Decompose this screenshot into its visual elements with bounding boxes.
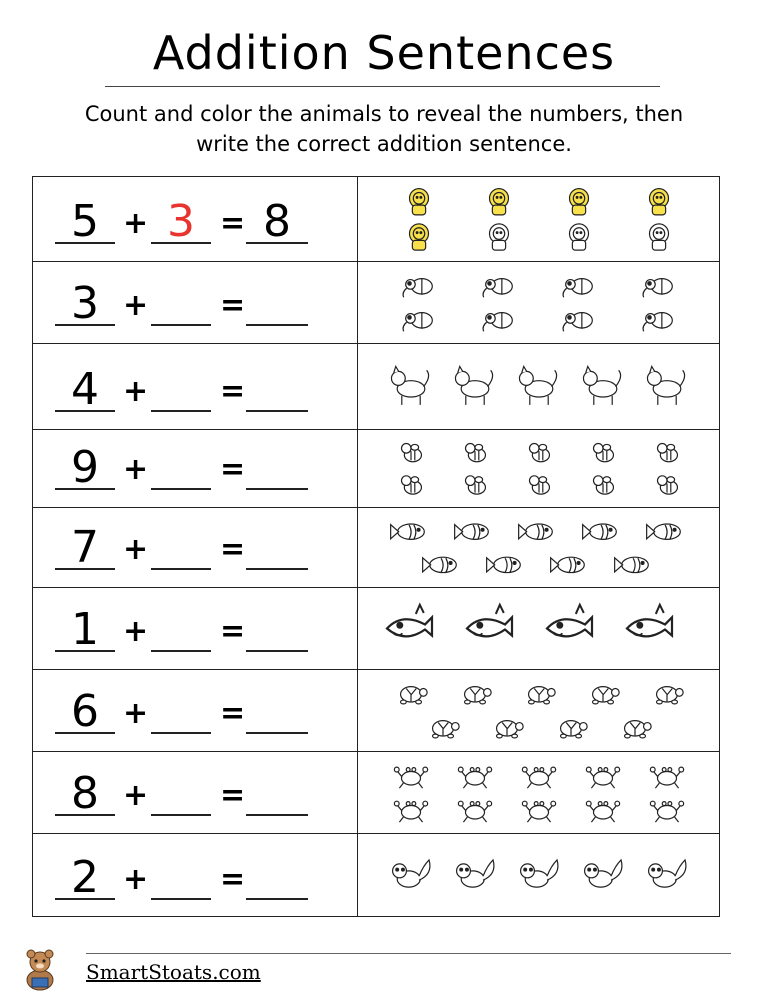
turtle-icon [625, 721, 652, 738]
dog-icon [455, 366, 492, 404]
crab-icon [522, 767, 555, 788]
lion-icon [410, 224, 429, 250]
equals-sign: = [220, 288, 246, 323]
column-divider [357, 588, 358, 669]
title-underline [105, 86, 660, 87]
addition-sentence [33, 344, 357, 429]
beetle-icon [563, 313, 592, 332]
lion-icon [490, 224, 509, 250]
worksheet-row [33, 587, 719, 669]
second-addend-blank[interactable] [151, 448, 211, 490]
first-addend: 8 [55, 774, 115, 816]
lion-icon [650, 224, 669, 250]
worksheet-row [33, 833, 719, 917]
bee-icon [402, 443, 422, 461]
shark-icon [547, 605, 592, 637]
crab-icon [650, 767, 683, 788]
footer-rule [86, 953, 731, 954]
second-addend-blank[interactable] [151, 370, 211, 412]
first-addend: 5 [55, 202, 115, 244]
animal-picture-panel [359, 588, 719, 669]
first-addend: 3 [55, 284, 115, 326]
fish-icon [455, 524, 489, 539]
addition-sentence [33, 752, 357, 833]
addition-sentence [33, 670, 357, 751]
worksheet-row [33, 507, 719, 587]
animal-picture-panel [359, 670, 719, 751]
crab-icon [458, 801, 491, 822]
second-addend-blank[interactable] [151, 692, 211, 734]
worksheet-row [33, 261, 719, 343]
ferret-icon [585, 860, 622, 887]
equals-sign: = [220, 374, 246, 409]
column-divider [357, 508, 358, 587]
sum-blank[interactable] [246, 610, 308, 652]
plus-sign: + [123, 288, 149, 323]
worksheet-row [33, 429, 719, 507]
lion-icon [570, 189, 589, 215]
equals-sign: = [220, 452, 246, 487]
bee-icon [466, 476, 486, 494]
fish-icon [583, 524, 617, 539]
second-addend-blank[interactable] [151, 858, 211, 900]
crab-icon [522, 801, 555, 822]
instructions-line-2: write the correct addition sentence. [196, 132, 572, 156]
addition-sentence [33, 430, 357, 507]
first-addend: 1 [55, 610, 115, 652]
ferret-icon [393, 860, 430, 887]
animal-picture-panel [359, 262, 719, 343]
column-divider [357, 670, 358, 751]
turtle-icon [593, 687, 620, 704]
plus-sign: + [123, 452, 149, 487]
column-divider [357, 177, 358, 261]
turtle-icon [465, 687, 492, 704]
worksheet-row [33, 751, 719, 833]
instructions-line-1: Count and color the animals to reveal the numbers, then [84, 102, 684, 126]
ferret-icon [649, 860, 686, 887]
dog-icon [647, 366, 684, 404]
equals-sign: = [220, 862, 246, 897]
equals-sign: = [220, 532, 246, 567]
animal-picture-panel [359, 508, 719, 587]
animal-picture-panel [359, 834, 719, 917]
bee-icon [466, 443, 486, 461]
column-divider [357, 262, 358, 343]
animal-picture-panel [359, 177, 719, 261]
second-addend-blank[interactable] [151, 610, 211, 652]
column-divider [357, 834, 358, 917]
second-addend-blank[interactable] [151, 774, 211, 816]
plus-sign: + [123, 614, 149, 649]
equals-sign: = [220, 614, 246, 649]
ferret-icon [457, 860, 494, 887]
addition-sentence [33, 834, 357, 917]
animal-picture-panel [359, 752, 719, 833]
shark-icon [387, 605, 432, 637]
dog-icon [519, 366, 556, 404]
column-divider [357, 430, 358, 507]
instructions [30, 99, 738, 159]
fish-icon [519, 524, 553, 539]
sum-blank[interactable] [246, 774, 308, 816]
page-title: Addition Sentences [152, 26, 616, 80]
crab-icon [586, 801, 619, 822]
bee-icon [530, 476, 550, 494]
addition-sentence [33, 588, 357, 669]
plus-sign: + [123, 206, 149, 241]
plus-sign: + [123, 696, 149, 731]
worksheet-row [33, 669, 719, 751]
bee-icon [402, 476, 422, 494]
first-addend: 7 [55, 528, 115, 570]
beetle-icon [643, 279, 672, 298]
column-divider [357, 752, 358, 833]
beetle-icon [403, 279, 432, 298]
equals-sign: = [220, 778, 246, 813]
second-addend-blank[interactable] [151, 284, 211, 326]
crab-icon [394, 801, 427, 822]
sum-blank[interactable] [246, 858, 308, 900]
fish-icon [391, 524, 425, 539]
dog-icon [391, 366, 428, 404]
equals-sign: = [220, 696, 246, 731]
second-addend-blank[interactable] [151, 528, 211, 570]
turtle-icon [433, 721, 460, 738]
sum-blank[interactable]: 8 [246, 202, 308, 244]
addition-sentence [33, 262, 357, 343]
fish-icon [551, 557, 585, 572]
turtle-icon [529, 687, 556, 704]
sum-blank[interactable] [246, 692, 308, 734]
crab-icon [394, 767, 427, 788]
plus-sign: + [123, 374, 149, 409]
first-addend: 2 [55, 858, 115, 900]
crab-icon [586, 767, 619, 788]
bee-icon [658, 443, 678, 461]
worksheet-row [33, 343, 719, 429]
first-addend: 4 [55, 370, 115, 412]
bee-icon [530, 443, 550, 461]
animal-picture-panel [359, 430, 719, 507]
shark-icon [467, 605, 512, 637]
fish-icon [647, 524, 681, 539]
shark-icon [627, 605, 672, 637]
turtle-icon [657, 687, 684, 704]
beetle-icon [483, 313, 512, 332]
sum-blank[interactable] [246, 284, 308, 326]
equals-sign: = [220, 206, 246, 241]
beetle-icon [483, 279, 512, 298]
sum-blank[interactable] [246, 448, 308, 490]
ferret-icon [521, 860, 558, 887]
lion-icon [410, 189, 429, 215]
lion-icon [570, 224, 589, 250]
addition-sentence [33, 177, 357, 261]
lion-icon [490, 189, 509, 215]
worksheet-grid [32, 176, 720, 917]
plus-sign: + [123, 778, 149, 813]
second-addend-blank[interactable]: 3 [151, 202, 211, 244]
turtle-icon [561, 721, 588, 738]
beetle-icon [403, 313, 432, 332]
plus-sign: + [123, 862, 149, 897]
column-divider [357, 344, 358, 429]
beetle-icon [643, 313, 672, 332]
fish-icon [487, 557, 521, 572]
worksheet-row [33, 177, 719, 261]
first-addend: 6 [55, 692, 115, 734]
fish-icon [423, 557, 457, 572]
stoat-mascot-icon [20, 946, 60, 992]
animal-picture-panel [359, 344, 719, 429]
beetle-icon [563, 279, 592, 298]
lion-icon [650, 189, 669, 215]
footer-link[interactable]: SmartStoats.com [86, 960, 261, 984]
sum-blank[interactable] [246, 528, 308, 570]
bee-icon [594, 443, 614, 461]
turtle-icon [497, 721, 524, 738]
first-addend: 9 [55, 448, 115, 490]
fish-icon [615, 557, 649, 572]
dog-icon [583, 366, 620, 404]
addition-sentence [33, 508, 357, 587]
bee-icon [658, 476, 678, 494]
sum-blank[interactable] [246, 370, 308, 412]
turtle-icon [401, 687, 428, 704]
bee-icon [594, 476, 614, 494]
crab-icon [650, 801, 683, 822]
plus-sign: + [123, 532, 149, 567]
crab-icon [458, 767, 491, 788]
